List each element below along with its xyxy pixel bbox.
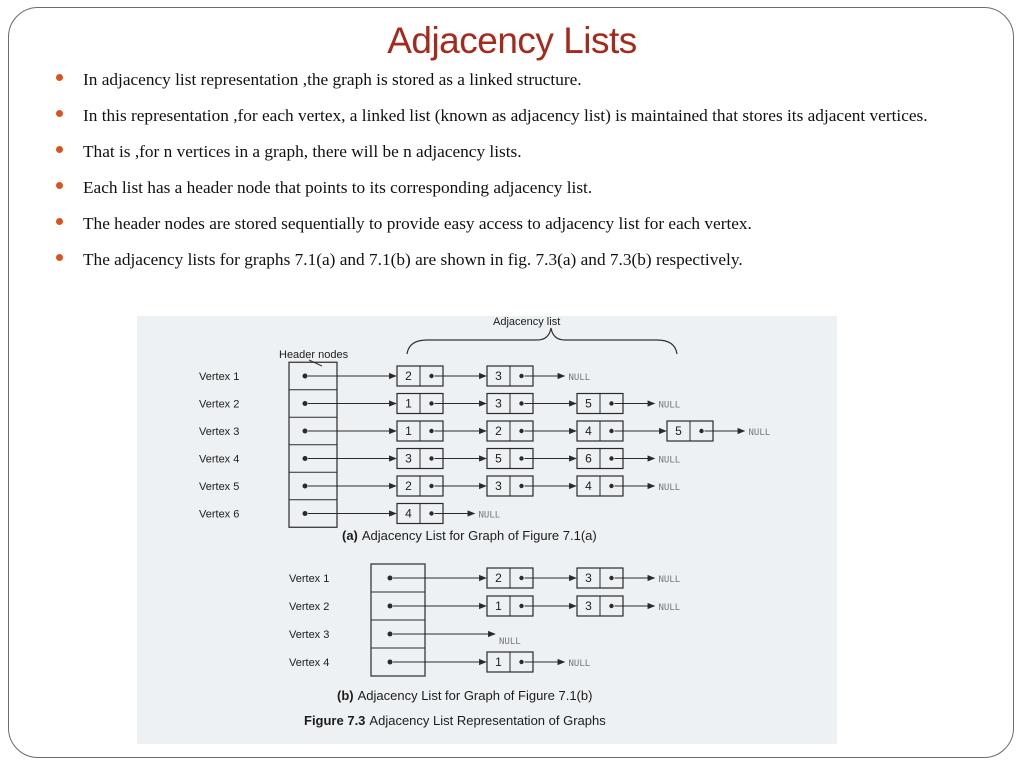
bullet-item xyxy=(54,138,1019,165)
null-label: NULL xyxy=(658,483,681,493)
part-a-caption-text: Adjacency List for Graph of Figure 7.1(a) xyxy=(361,528,597,543)
part-a-diagram xyxy=(199,362,770,527)
list-node-pointer-dot xyxy=(609,576,613,580)
list-node-pointer-dot xyxy=(519,456,523,460)
list-node-pointer-dot xyxy=(609,484,613,488)
list-node-pointer-dot xyxy=(609,401,613,405)
list-node-pointer-dot xyxy=(429,401,433,405)
vertex-label: Vertex 3 xyxy=(289,629,330,641)
list-node-value: 1 xyxy=(405,424,412,438)
list-node-pointer-dot xyxy=(519,429,523,433)
list-node-value: 6 xyxy=(585,451,592,466)
null-label: NULL xyxy=(568,659,591,669)
header-nodes-label: Header nodes xyxy=(279,349,349,361)
bullet-item xyxy=(54,210,1019,237)
bullet-dot-icon xyxy=(56,74,63,81)
list-node-pointer-dot xyxy=(519,660,523,664)
list-node-pointer-dot xyxy=(429,456,433,460)
list-node-pointer-dot xyxy=(519,374,523,378)
header-pointer-dot xyxy=(303,374,308,379)
part-a-caption-prefix: (a) xyxy=(342,528,358,543)
part-a-caption xyxy=(342,528,597,543)
bullet-item xyxy=(54,102,1019,129)
bullet-list xyxy=(54,66,1019,282)
null-label: NULL xyxy=(499,637,521,647)
null-label: NULL xyxy=(748,428,771,438)
null-label: NULL xyxy=(658,603,681,613)
list-node-value: 2 xyxy=(405,369,412,383)
part-b-caption-prefix: (b) xyxy=(337,688,354,703)
bullet-item xyxy=(54,66,1019,93)
list-node-value: 2 xyxy=(495,571,502,585)
header-pointer-dot xyxy=(388,604,393,609)
adjacency-figure xyxy=(137,316,837,744)
list-node-pointer-dot xyxy=(609,456,613,460)
bullet-dot-icon xyxy=(56,182,63,189)
bullet-dot-icon xyxy=(56,254,63,261)
adjacency-brace xyxy=(407,328,677,354)
list-node-value: 2 xyxy=(405,479,412,493)
header-pointer-dot xyxy=(303,511,308,516)
null-label: NULL xyxy=(658,575,681,585)
null-label: NULL xyxy=(658,400,681,411)
header-pointer-dot xyxy=(388,632,393,637)
null-label: NULL xyxy=(478,510,501,521)
list-node-pointer-dot xyxy=(429,484,433,488)
list-node-value: 3 xyxy=(405,451,412,466)
vertex-label: Vertex 5 xyxy=(199,481,240,493)
header-pointer-dot xyxy=(303,401,308,406)
bullet-text: That is ,for n vertices in a graph, there will be n adjacency lists. xyxy=(83,142,522,161)
list-node-pointer-dot xyxy=(519,484,523,488)
bullet-dot-icon xyxy=(56,146,63,153)
list-node-value: 1 xyxy=(495,655,502,669)
header-pointer-dot xyxy=(303,456,308,461)
bullet-item xyxy=(54,246,1019,273)
bullet-dot-icon xyxy=(56,218,63,225)
list-node-pointer-dot xyxy=(519,576,523,580)
list-node-pointer-dot xyxy=(699,429,703,433)
slide-title: Adjacency Lists xyxy=(387,20,637,61)
vertex-label: Vertex 6 xyxy=(199,508,240,521)
list-node-value: 3 xyxy=(495,396,502,411)
list-node-value: 1 xyxy=(495,599,502,613)
list-node-value: 2 xyxy=(495,424,502,438)
null-label: NULL xyxy=(568,373,591,383)
vertex-label: Vertex 3 xyxy=(199,426,240,438)
part-b-caption xyxy=(337,688,592,703)
list-node-value: 3 xyxy=(585,571,592,585)
vertex-label: Vertex 2 xyxy=(199,398,240,411)
vertex-label: Vertex 2 xyxy=(289,601,330,613)
list-node-value: 5 xyxy=(675,424,682,438)
figure-caption-text: Adjacency List Representation of Graphs xyxy=(369,713,606,728)
vertex-label: Vertex 4 xyxy=(199,453,240,466)
list-node-value: 1 xyxy=(405,396,412,411)
header-pointer-dot xyxy=(388,576,393,581)
part-b-diagram xyxy=(289,564,680,676)
list-node-pointer-dot xyxy=(429,374,433,378)
vertex-label: Vertex 4 xyxy=(289,657,330,669)
list-node-value: 5 xyxy=(585,396,592,411)
list-node-value: 4 xyxy=(405,506,412,521)
vertex-label: Vertex 1 xyxy=(199,371,240,383)
part-b-caption-text: Adjacency List for Graph of Figure 7.1(b) xyxy=(357,688,593,703)
bullet-text: The adjacency lists for graphs 7.1(a) and 7.1(b) are shown in fig. 7.3(a) and 7.3(b) respectively. xyxy=(83,250,743,269)
bullet-dot-icon xyxy=(56,110,63,117)
list-node-pointer-dot xyxy=(519,604,523,608)
header-pointer-dot xyxy=(303,429,308,434)
list-node-pointer-dot xyxy=(609,604,613,608)
header-pointer-dot xyxy=(303,484,308,489)
adjacency-list-label: Adjacency list xyxy=(493,316,561,328)
list-node-value: 3 xyxy=(495,479,502,493)
list-node-value: 5 xyxy=(495,451,502,466)
list-node-pointer-dot xyxy=(429,429,433,433)
bullet-text: The header nodes are stored sequentially to provide easy access to adjacency list for each vertex. xyxy=(83,214,752,233)
bullet-text: Each list has a header node that points to its corresponding adjacency list. xyxy=(83,178,593,197)
list-node-value: 4 xyxy=(585,424,592,438)
list-node-value: 3 xyxy=(585,599,592,613)
figure-caption xyxy=(304,713,606,728)
bullet-item xyxy=(54,174,1019,201)
list-node-pointer-dot xyxy=(519,401,523,405)
list-node-pointer-dot xyxy=(429,511,433,515)
bullet-text: In adjacency list representation ,the graph is stored as a linked structure. xyxy=(83,70,582,89)
vertex-label: Vertex 1 xyxy=(289,573,330,585)
list-node-value: 4 xyxy=(585,479,592,493)
adjacency-diagram xyxy=(137,316,837,744)
figure-caption-prefix: Figure 7.3 xyxy=(304,713,366,728)
null-label: NULL xyxy=(658,455,681,466)
list-node-value: 3 xyxy=(495,369,502,383)
bullet-text: In this representation ,for each vertex, a linked list (known as adjacency list) is maintained that stores its adjacent vertices. xyxy=(83,106,928,125)
list-node-pointer-dot xyxy=(609,429,613,433)
header-pointer-dot xyxy=(388,660,393,665)
